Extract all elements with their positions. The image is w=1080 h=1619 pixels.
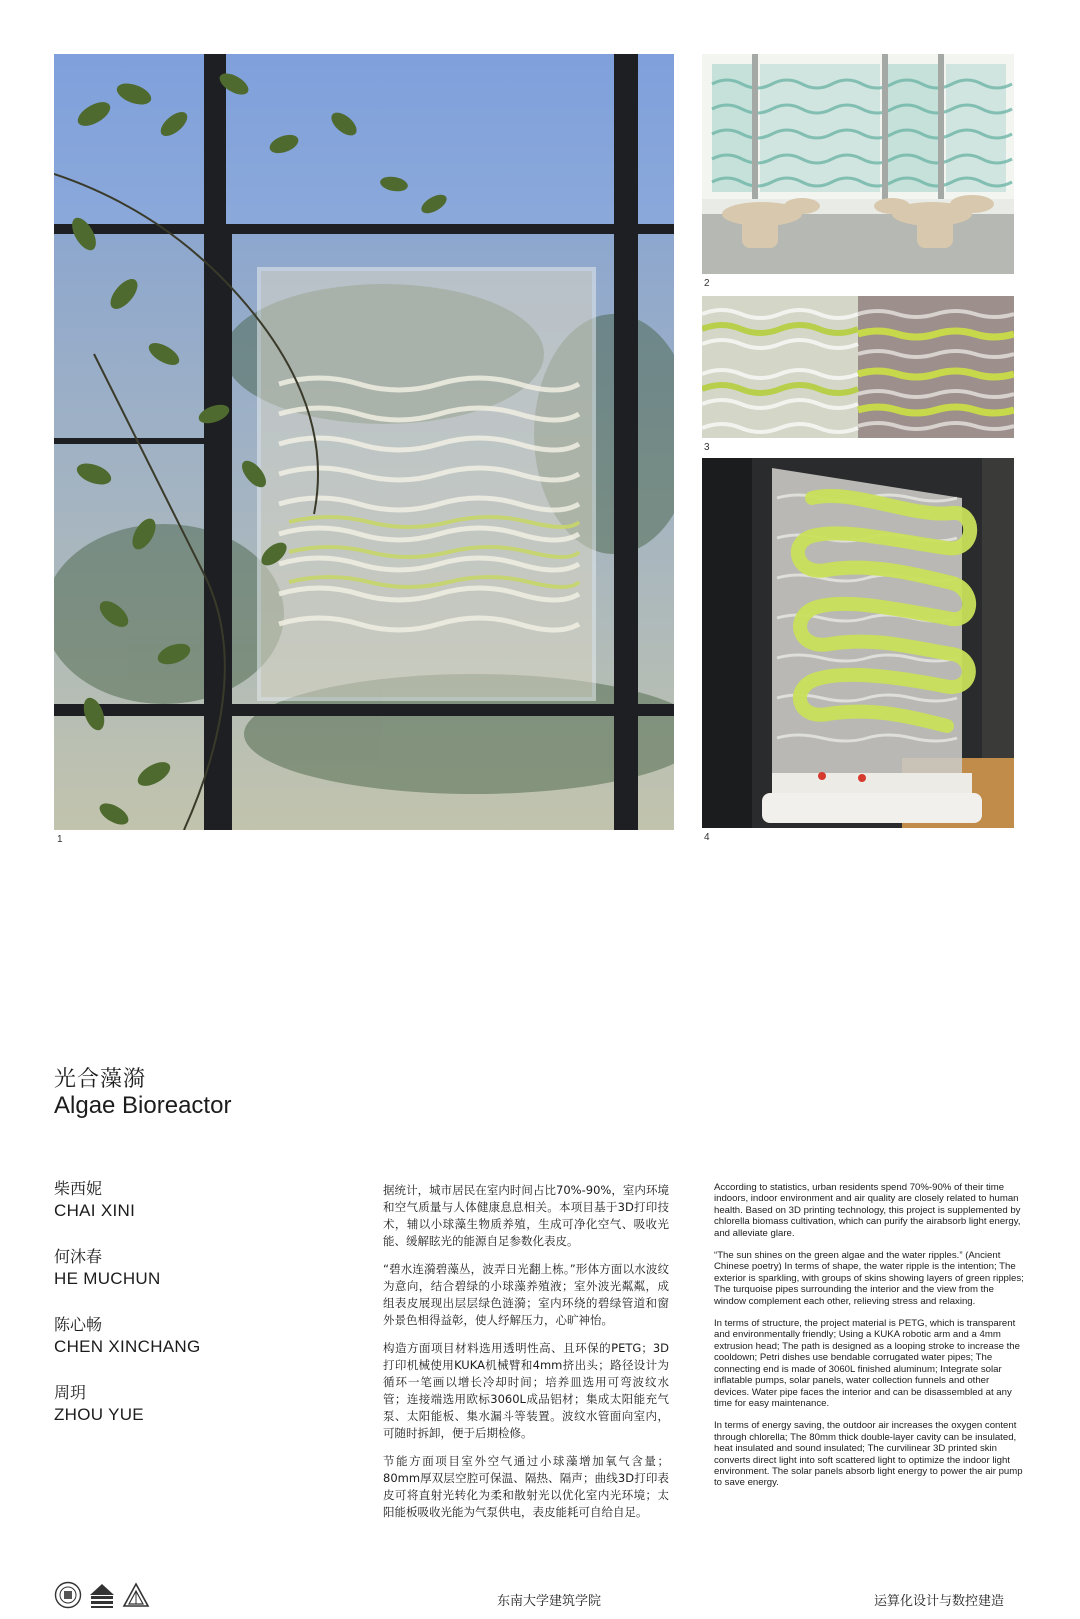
description-paragraph: According to statistics, urban residents spend 70%-90% of their time indoors, indoor environment and air quality are closely related to human health. Based on 3D printing technology, this project is supplemented by chlorella biomass cultivation, which can purify the airabsorb light energy, and alleviate glare. [714, 1182, 1021, 1239]
figure-caption: 1 [57, 834, 63, 845]
author-name-en: HE MUCHUN [54, 1269, 161, 1288]
description-paragraph: “碧水连漪碧藻丛，波弄日光翻上栋。”形体方面以水波纹为意向，结合碧绿的小球藻养殖液；室外波光粼粼，成组表皮展现出层层绿色涟漪；室内环绕的碧绿管道和窗外景色相得益彰，使人纾解压力，心旷神怡。 [383, 1262, 669, 1327]
photo-prototype-panel [702, 458, 1014, 828]
author-entry [54, 1314, 201, 1358]
photo-prototype [702, 458, 1014, 828]
author-name-cn: 陈心畅 [54, 1315, 103, 1334]
description-paragraph: 构造方面项目材料选用透明性高、且环保的PETG；3D打印机械使用KUKA机械臂和4mm挤出头；路径设计为循环一笔画以增长冷却时间；培养皿选用可弯波纹水管；连接端选用欧标3060L成品铝材；集成太阳能充气泵、太阳能板、集水漏斗等装置。波纹水管面向室内，可随时拆卸，便于后期检修。 [383, 1341, 669, 1440]
photo-interior-render [702, 54, 1014, 274]
author-entry [54, 1382, 144, 1426]
description-paragraph: In terms of energy saving, the outdoor air increases the oxygen content through chlorella; The 80mm thick double-layer cavity can be insulated, heat insulated and sound insulated; The curvilinear 3D printed skin converts direct light into soft scattered light to optimize the indoor light environment. The solar panels absorb light energy to power the air pump to save energy. [714, 1420, 1023, 1489]
author-name-en: CHEN XINCHANG [54, 1337, 201, 1356]
author-entry [54, 1178, 135, 1222]
author-name-cn: 柴西妮 [54, 1179, 103, 1198]
author-entry [54, 1246, 161, 1290]
photo-facade [54, 54, 674, 830]
author-name-en: ZHOU YUE [54, 1405, 144, 1424]
photo-facade-window [54, 54, 674, 830]
figure-caption: 2 [704, 278, 710, 289]
architecture-school-icon [88, 1581, 116, 1609]
author-name-cn: 周玥 [54, 1383, 87, 1402]
photo-algae-detail [702, 296, 1014, 438]
description-paragraph: 节能方面项目室外空气通过小球藻增加氧气含量；80mm厚双层空腔可保温、隔热、隔声；曲线3D打印表皮可将直射光转化为柔和散射光以优化室内光环境；太阳能板吸收光能为气泵供电，表皮能耗可自给自足。 [383, 1454, 669, 1519]
figure-caption: 3 [704, 442, 710, 453]
description-paragraph: 据统计，城市居民在室内时间占比70%-90%，室内环境和空气质量与人体健康息息相关。本项目基于3D打印技术，辅以小球藻生物质养殖，生成可净化空气、吸收光能、缓解眩光的能源自足参数化表皮。 [383, 1183, 669, 1248]
course-name: 运算化设计与数控建造 [874, 1594, 1005, 1609]
school-name: 东南大学建筑学院 [497, 1594, 602, 1609]
figure-caption: 4 [704, 832, 710, 843]
project-title-en: Algae Bioreactor [54, 1092, 232, 1119]
photo-interior [702, 54, 1014, 274]
description-paragraph: “The sun shines on the green algae and the water ripples.” (Ancient Chinese poetry) In terms of shape, the water ripple is the intention; The exterior is sparkling, with groups of skins showing layers of green ripples; The turquoise pipes surrounding the interior and the view from the window complement each other, relieving stress and relaxing. [714, 1250, 1024, 1307]
photo-algae [702, 296, 1014, 438]
author-name-cn: 何沐春 [54, 1247, 103, 1266]
university-seal-icon [54, 1581, 82, 1609]
description-paragraph: In terms of structure, the project material is PETG, which is transparent and environmentally friendly; Using a KUKA robotic arm and a 4mm extrusion head; The path is designed as a looping stroke to increase the cooldown; Petri dishes use bendable corrugated water pipes; The connecting end is made of 3060L finished aluminum; Integrate solar inflatable pumps, solar panels, water collection funnels and other devices. Water pipe faces the interior and can be disassembled at any time for easy maintenance. [714, 1318, 1020, 1409]
description-en [714, 1182, 1026, 1500]
project-title-cn: 光合藻漪 [54, 1067, 147, 1092]
lab-triangle-icon [122, 1581, 150, 1609]
author-name-en: CHAI XINI [54, 1201, 136, 1220]
description-cn [383, 1182, 669, 1532]
